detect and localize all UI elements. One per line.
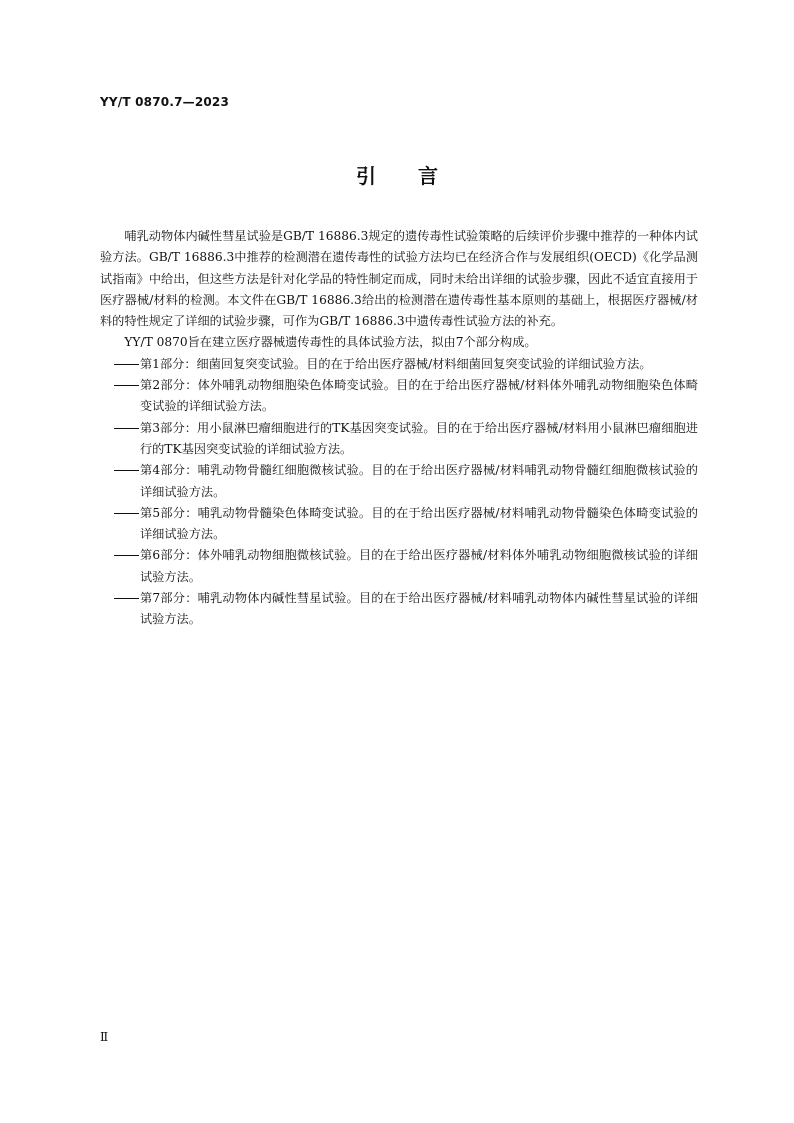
- dash-marker: [114, 418, 140, 439]
- dash-marker: [114, 460, 140, 481]
- document-id-header: YY/T 0870.7—2023: [100, 95, 230, 109]
- list-item-part-6: [100, 545, 698, 588]
- list-item-text: 第6部分：体外哺乳动物细胞微核试验。目的在于给出医疗器械/材料体外哺乳动物细胞微核试验的详细试验方法。: [140, 548, 698, 584]
- list-item-text: 第4部分：哺乳动物骨髓红细胞微核试验。目的在于给出医疗器械/材料哺乳动物骨髓红细胞微核试验的详细试验方法。: [140, 463, 698, 499]
- page-number: Ⅱ: [100, 1030, 109, 1044]
- list-item-text: 第5部分：哺乳动物骨髓染色体畸变试验。目的在于给出医疗器械/材料哺乳动物骨髓染色体畸变试验的详细试验方法。: [140, 505, 698, 542]
- dash-marker: [114, 588, 140, 609]
- structure-paragraph: YY/T 0870旨在建立医疗器械遗传毒性的具体试验方法，拟由7个部分构成。: [124, 335, 537, 350]
- intro-paragraph: 哺乳动物体内碱性彗星试验是GB/T 16886.3规定的遗传毒性试验策略的后续评价步骤中推荐的一种体内试验方法。GB/T 16886.3中推荐的检测潜在遗传毒性的试验方法均已在经济合作与发展组织(OECD)《化学品测试指南》中给出，但这些方法是针对化学品的特性制定而成，同时未给出详细的试验步骤，因此不适宜直接用于医疗器械/材料的检测。本文件在GB/T 16886.3给出的检测潜在遗传毒性基本原则的基础上，根据医疗器械/材料的特性规定了详细的试验步骤，可作为GB/T 16886.3中遗传毒性试验方法的补充。: [100, 229, 698, 329]
- list-item-part-7: [100, 588, 698, 631]
- dash-marker: [114, 375, 140, 396]
- list-item-part-3: [100, 418, 698, 461]
- page-title: 引言: [356, 164, 480, 188]
- list-item-text: 第3部分：用小鼠淋巴瘤细胞进行的TK基因突变试验。目的在于给出医疗器械/材料用小鼠淋巴瘤细胞进行的TK基因突变试验的详细试验方法。: [140, 420, 698, 456]
- list-item-part-2: [100, 375, 698, 418]
- dash-marker: [114, 503, 140, 524]
- list-item-text: 第1部分：细菌回复突变试验。目的在于给出医疗器械/材料细菌回复突变试验的详细试验方法。: [140, 356, 652, 371]
- dash-marker: [114, 354, 140, 375]
- list-item-text: 第2部分：体外哺乳动物细胞染色体畸变试验。目的在于给出医疗器械/材料体外哺乳动物细胞染色体畸变试验的详细试验方法。: [140, 378, 698, 414]
- list-item-part-4: [100, 460, 698, 503]
- list-item-part-5: [100, 503, 698, 546]
- dash-marker: [114, 545, 140, 566]
- list-item-part-1: [100, 354, 698, 375]
- list-item-text: 第7部分：哺乳动物体内碱性彗星试验。目的在于给出医疗器械/材料哺乳动物体内碱性彗星试验的详细试验方法。: [140, 591, 698, 627]
- document-body: [100, 226, 698, 631]
